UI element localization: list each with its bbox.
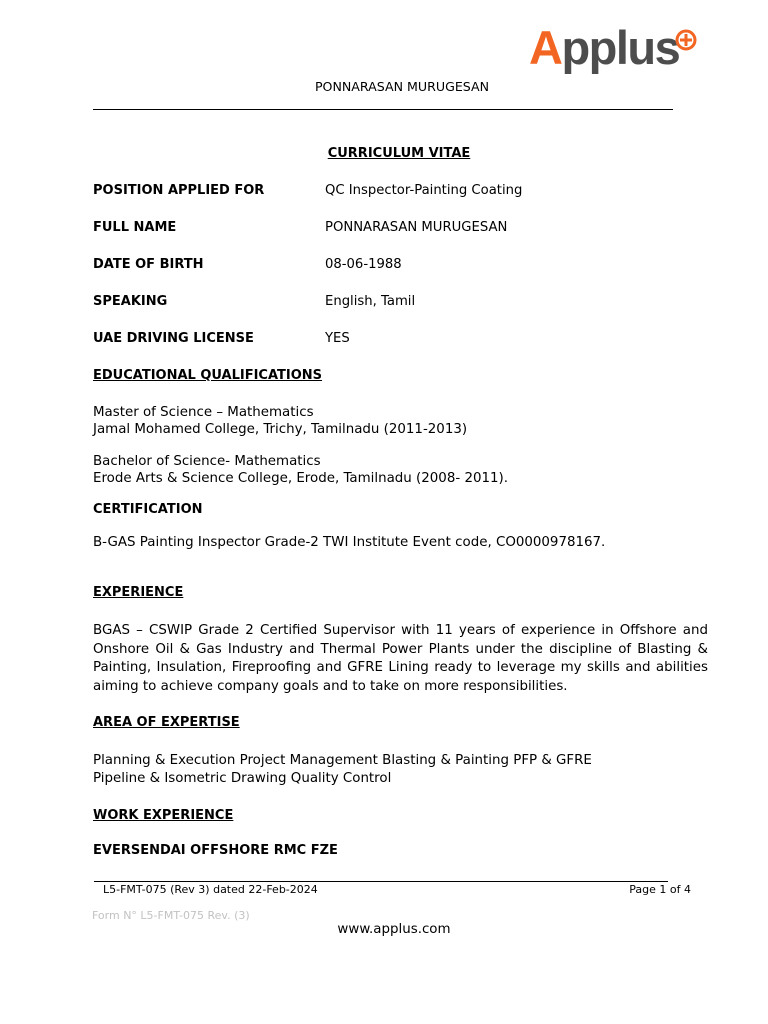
experience-heading: EXPERIENCE: [93, 585, 184, 600]
footer-page-number: Page 1 of 4: [629, 883, 691, 896]
education-degree-1: Master of Science – Mathematics: [93, 405, 314, 420]
field-label-speaking: SPEAKING: [93, 294, 168, 309]
work-company-name: EVERSENDAI OFFSHORE RMC FZE: [93, 843, 338, 858]
field-value-driving-license: YES: [325, 331, 350, 346]
header-divider: [93, 109, 673, 110]
footer-form-number: Form N° L5-FMT-075 Rev. (3): [92, 909, 250, 922]
field-label-position: POSITION APPLIED FOR: [93, 183, 265, 198]
logo-wordmark: Applus: [529, 21, 680, 74]
education-institution-1: Jamal Mohamed College, Trichy, Tamilnadu (2011-2013): [93, 422, 468, 437]
education-institution-2: Erode Arts & Science College, Erode, Tamilnadu (2008- 2011).: [93, 471, 508, 486]
field-value-dob: 08-06-1988: [325, 257, 402, 272]
field-label-full-name: FULL NAME: [93, 220, 177, 235]
expertise-line-2: Pipeline & Isometric Drawing Quality Control: [93, 771, 392, 786]
field-value-speaking: English, Tamil: [325, 294, 416, 309]
plus-icon: [675, 29, 697, 51]
expertise-heading: AREA OF EXPERTISE: [93, 715, 240, 730]
applus-logo: [529, 21, 703, 80]
footer-website: www.applus.com: [337, 922, 451, 937]
field-label-driving-license: UAE DRIVING LICENSE: [93, 331, 254, 346]
field-label-dob: DATE OF BIRTH: [93, 257, 204, 272]
expertise-line-1: Planning & Execution Project Management Blasting & Painting PFP & GFRE: [93, 753, 592, 768]
footer-divider: [94, 881, 668, 882]
certification-text: B-GAS Painting Inspector Grade-2 TWI Institute Event code, CO0000978167.: [93, 535, 606, 550]
education-heading: EDUCATIONAL QUALIFICATIONS: [93, 368, 323, 383]
field-value-position: QC Inspector-Painting Coating: [325, 183, 523, 198]
header-candidate-name: PONNARASAN MURUGESAN: [314, 79, 490, 94]
education-degree-2: Bachelor of Science- Mathematics: [93, 454, 321, 469]
document-title: CURRICULUM VITAE: [327, 146, 471, 161]
field-value-full-name: PONNARASAN MURUGESAN: [325, 220, 508, 235]
experience-summary: BGAS – CSWIP Grade 2 Certified Supervisor with 11 years of experience in Offshore and Onshore Oil & Gas Industry and Thermal Power Plants under the discipline of Blasting & Painting, Insulation, Fireproofing and GFRE Lining ready to leverage my skills and abilities aiming to achieve company goals and to take on more responsibilities.: [93, 623, 708, 694]
certification-heading: CERTIFICATION: [93, 502, 203, 517]
footer-document-reference: L5-FMT-075 (Rev 3) dated 22-Feb-2024: [103, 883, 318, 896]
work-experience-heading: WORK EXPERIENCE: [93, 808, 234, 823]
